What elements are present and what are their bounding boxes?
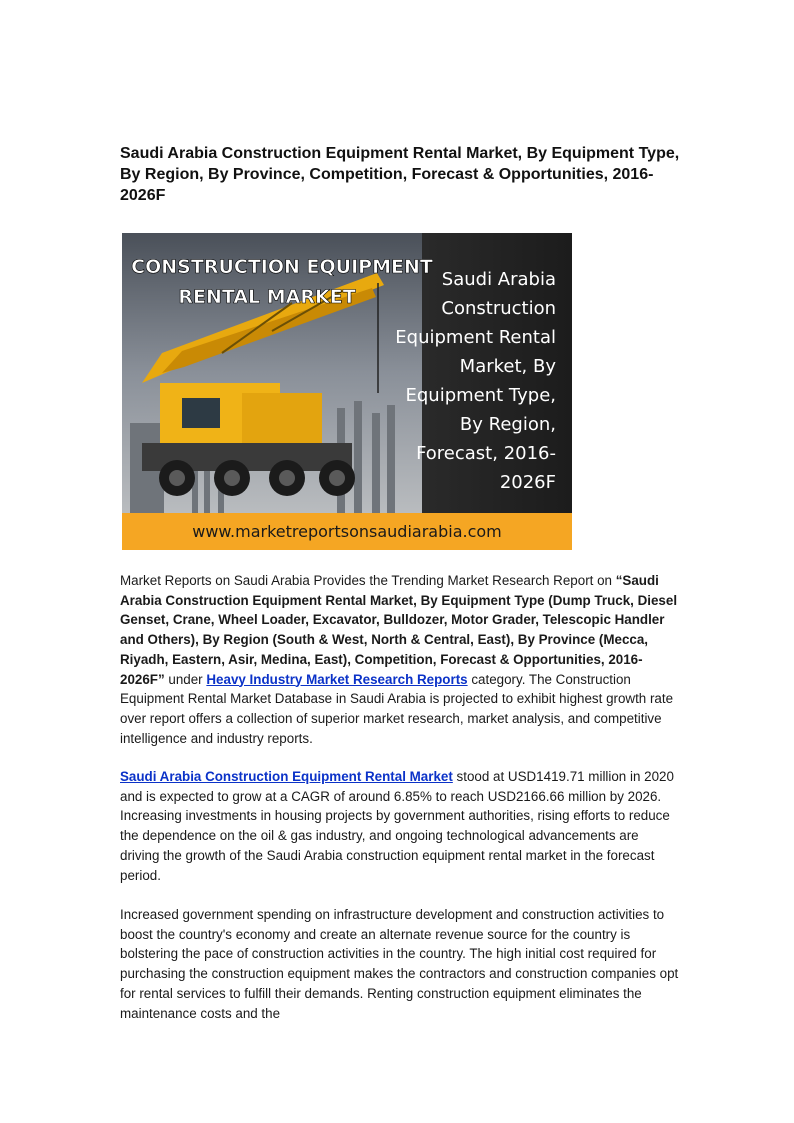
banner-side-line: Forecast, 2016- (416, 443, 556, 464)
report-title-bold: “Saudi Arabia Construction Equipment Rental Market, By Equipment Type (Dump Truck, Diesel Genset, Crane, Wheel Loader, Excavator, Bulldozer, Motor Grader, Telescopic Handler and Others), By Region (South & West, North & Central, East), By Province (Mecca, Riyadh, Eastern, Asir, Medina, East), Competition, Forecast & Opportunities, 2016-2026F” (120, 573, 678, 687)
banner-graphic (122, 233, 572, 550)
paragraph-intro (120, 571, 680, 748)
report-banner-image (122, 233, 572, 550)
page-title: Saudi Arabia Construction Equipment Rental Market, By Equipment Type, By Region, By Province, Competition, Forecast & Opportunities, 2016-2026F (120, 145, 680, 204)
banner-side-line: Equipment Rental (395, 327, 556, 348)
banner-headline-line2: RENTAL MARKET (178, 286, 356, 308)
category-text: category. The Construction Equipment Rental Market Database in Saudi Arabia is projected to exhibit highest growth rate over report offers a collection of superior market research, market analysis, and competitive intelligence and industry reports. (120, 671, 674, 746)
banner-website: www.marketreportsonsaudiarabia.com (192, 522, 502, 541)
under-text: under (164, 671, 207, 687)
banner-side-line: Market, By (459, 356, 556, 377)
heavy-industry-link[interactable]: Heavy Industry Market Research Reports (206, 671, 468, 687)
paragraph-market-size (120, 767, 680, 885)
banner-side-line: 2026F (499, 472, 556, 493)
banner-side-line: Construction (441, 298, 556, 319)
banner-side-line: Equipment Type, (405, 385, 556, 406)
banner-side-line: Saudi Arabia (441, 269, 556, 290)
market-link[interactable]: Saudi Arabia Construction Equipment Rental Market (120, 769, 453, 784)
banner-side-line: By Region, (459, 414, 556, 435)
paragraph-drivers: Increased government spending on infrastructure development and construction activities to boost the country's economy and create an alternate revenue source for the country is bolstering the pace of construction activities in the country. The high initial cost required for purchasing the construction equipment makes the contractors and construction companies opt for rental services to fulfill their demands. Renting construction equipment eliminates the maintenance costs and the (120, 907, 679, 1021)
market-size-text: stood at USD1419.71 million in 2020 and is expected to grow at a CAGR of around 6.85% to reach USD2166.66 million by 2026. Increasing investments in housing projects by government authorities, rising efforts to reduce the dependence on the oil & gas industry, and ongoing technological advancements are driving the growth of the Saudi Arabia construction equipment rental market in the forecast period. (120, 769, 674, 883)
intro-text: Market Reports on Saudi Arabia Provides the Trending Market Research Report on (120, 573, 616, 588)
banner-headline-line1: CONSTRUCTION EQUIPMENT (131, 256, 433, 278)
